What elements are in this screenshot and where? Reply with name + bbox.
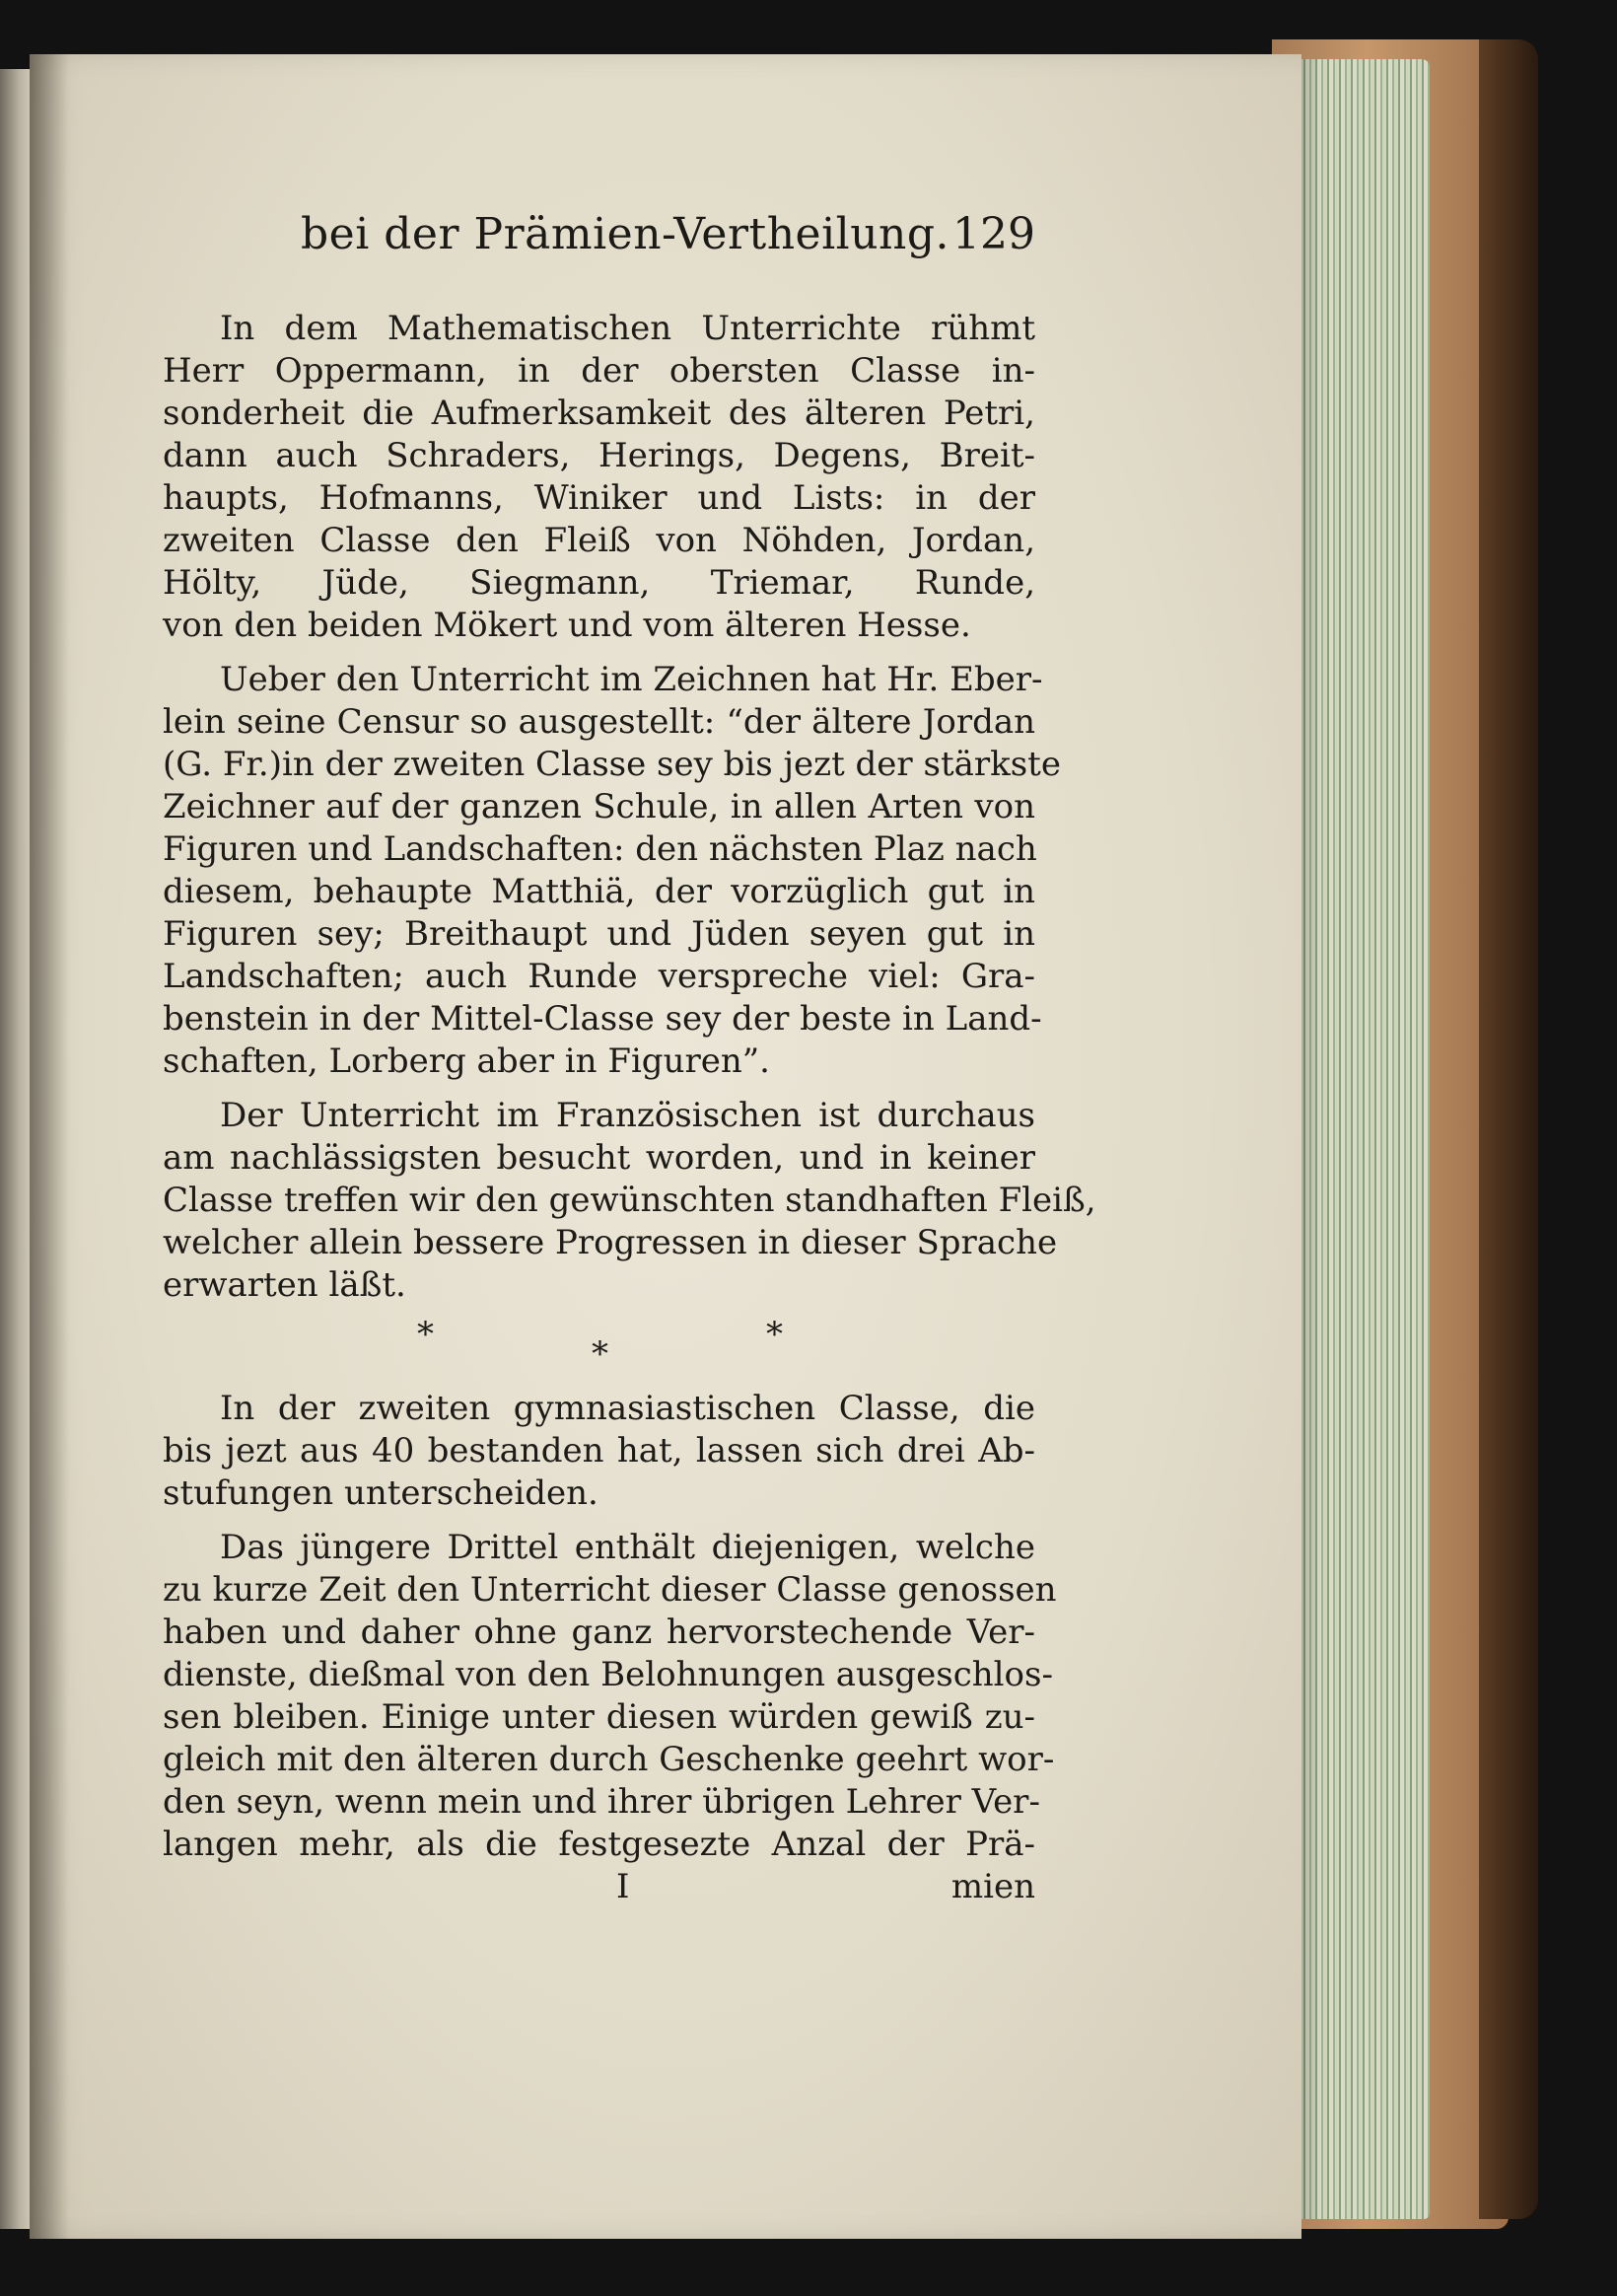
running-head: [301, 209, 1035, 268]
text-line: gleich mit den älteren durch Geschenke geehrt wor-: [163, 1740, 1055, 1779]
text-line: langen mehr, als die festgesezte Anzal der Prä-: [163, 1825, 1035, 1864]
text-line: erwarten läßt.: [163, 1265, 406, 1305]
paragraph-younger-third: [163, 1527, 1057, 1866]
text-line: sen bleiben. Einige unter diesen würden gewiß zu-: [163, 1697, 1035, 1737]
text-line: welcher allein bessere Progressen in dieser Sprache: [163, 1223, 1058, 1262]
section-ornament: [163, 1307, 1035, 1376]
paragraph-drawing: [163, 659, 1061, 1083]
text-line: Figuren und Landschaften: den nächsten Plaz nach: [163, 829, 1037, 869]
text-line: In der zweiten gymnasiastischen Classe, die: [220, 1389, 1035, 1428]
text-line: Landschaften; auch Runde verspreche viel: Gra-: [163, 957, 1035, 996]
text-line: am nachlässigsten besucht worden, und in keiner: [163, 1138, 1035, 1178]
text-line: Ueber den Unterricht im Zeichnen hat Hr. Eber-: [220, 660, 1043, 699]
text-line: Zeichner auf der ganzen Schule, in allen Arten von: [163, 787, 1035, 826]
text-line: In dem Mathematischen Unterrichte rühmt: [220, 309, 1035, 348]
text-line: stufungen unterscheiden.: [163, 1473, 598, 1513]
paragraph-mathematics: [163, 308, 1035, 647]
page-number: 129: [952, 209, 1035, 259]
text-line: Der Unterricht im Französischen ist durchaus: [220, 1096, 1035, 1135]
running-title: bei der Prämien-Vertheilung.: [301, 209, 950, 259]
text-line: bis jezt aus 40 bestanden hat, lassen sich drei Ab-: [163, 1431, 1035, 1471]
text-line: lein seine Censur so ausgestellt: “der ältere Jordan: [163, 702, 1035, 742]
signature-mark: I: [616, 1867, 630, 1906]
book-cover-spine-shadow: [1479, 39, 1538, 2219]
text-line: dann auch Schraders, Herings, Degens, Breit-: [163, 436, 1035, 475]
page-gutter-shadow: [30, 54, 69, 2239]
text-line: Das jüngere Drittel enthält diejenigen, welche: [220, 1528, 1035, 1567]
page-footer: [163, 1866, 1035, 1908]
text-line: Figuren sey; Breithaupt und Jüden seyen gut in: [163, 914, 1035, 954]
text-line: haben und daher ohne ganz hervorstechende Ver-: [163, 1613, 1035, 1652]
text-line: dienste, dießmal von den Belohnungen ausgeschlos-: [163, 1655, 1053, 1694]
asterisk-ornament: *: [592, 1334, 608, 1374]
text-line: von den beiden Mökert und vom älteren Hesse.: [163, 606, 971, 645]
text-line: (G. Fr.)in der zweiten Classe sey bis jezt der stärkste: [163, 745, 1061, 784]
text-line: benstein in der Mittel-Classe sey der beste in Land-: [163, 999, 1042, 1039]
text-line: Hölty, Jüde, Siegmann, Triemar, Runde,: [163, 563, 1035, 603]
paragraph-french: [163, 1095, 1096, 1307]
asterisk-ornament: *: [417, 1315, 434, 1354]
text-line: den seyn, wenn mein und ihrer übrigen Lehrer Ver-: [163, 1782, 1040, 1822]
body-text: [163, 308, 1096, 1908]
catchword: mien: [950, 1867, 1035, 1906]
asterisk-ornament: *: [766, 1315, 783, 1354]
text-line: Classe treffen wir den gewünschten standhaften Fleiß,: [163, 1181, 1096, 1220]
text-line: haupts, Hofmanns, Winiker und Lists: in der: [163, 478, 1035, 518]
text-line: zu kurze Zeit den Unterricht dieser Classe genossen: [163, 1570, 1057, 1610]
text-line: diesem, behaupte Matthiä, der vorzüglich gut in: [163, 872, 1035, 911]
paragraph-second-class: [163, 1388, 1035, 1515]
text-line: sonderheit die Aufmerksamkeit des älteren Petri,: [163, 394, 1035, 433]
text-line: Herr Oppermann, in der obersten Classe in-: [163, 351, 1035, 391]
text-line: zweiten Classe den Fleiß von Nöhden, Jordan,: [163, 521, 1035, 560]
text-line: schaften, Lorberg aber in Figuren”.: [163, 1041, 770, 1081]
